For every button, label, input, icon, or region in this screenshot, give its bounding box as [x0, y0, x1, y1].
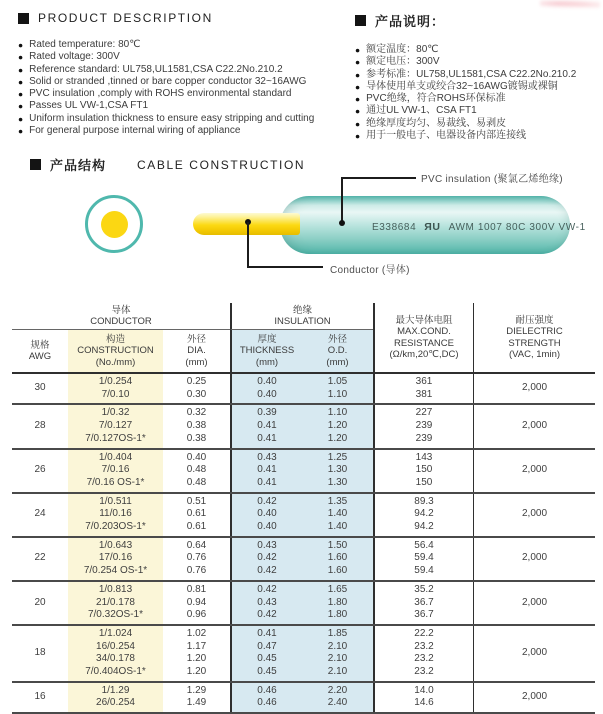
cell-value: 1.17: [186, 640, 207, 652]
cell-resistance: [373, 494, 473, 536]
bullet-icon: ●: [355, 106, 361, 117]
cell-value: 1.05: [327, 376, 348, 387]
list-item: [355, 81, 600, 93]
cell-awg: [12, 494, 68, 536]
cell-value: 0.48: [186, 476, 207, 488]
cell-value: 0.43: [257, 451, 277, 463]
cell-value: 0.42: [257, 552, 277, 564]
cell-value: 7/0.203OS-1*: [85, 521, 146, 533]
cell-value: 0.43: [257, 596, 277, 608]
bullet-icon: ●: [355, 57, 361, 68]
resistance-column-header: 最大导体电阻 MAX.COND. RESISTANCE (Ω/km,20℃,DC): [373, 303, 473, 372]
cell-value: 1.65: [327, 583, 348, 595]
product-description-cn-heading: [355, 11, 600, 30]
bullet-icon: ●: [18, 64, 24, 75]
cell-value: 2,000: [521, 420, 548, 432]
cell-value: 2,000: [521, 596, 548, 608]
cell-dielectric: [473, 494, 595, 536]
cell-value: 1.29: [186, 684, 207, 696]
list-item: [18, 39, 343, 51]
section-title: 产品说明：: [375, 14, 446, 29]
cell-value: 18: [34, 647, 46, 658]
cell-construction: [68, 374, 163, 403]
section-marker-icon: [30, 159, 41, 170]
cell-dia: [163, 582, 230, 624]
cell-value: 150: [415, 476, 433, 488]
cell-od: [302, 683, 373, 712]
table-row: [12, 450, 595, 494]
description-list-en: [18, 39, 343, 137]
conductor-core-icon: [101, 211, 128, 238]
product-description-cn-section: [355, 11, 600, 142]
cell-value: 1.20: [186, 653, 207, 665]
awm-spec-text: AWM 1007 80C 300V VW-1: [448, 221, 586, 233]
cell-value: 89.3: [414, 495, 434, 507]
description-list-cn: [355, 44, 600, 142]
cell-value: 1.35: [327, 495, 348, 507]
cell-value: 361: [415, 376, 433, 387]
cell-value: 2,000: [521, 382, 548, 394]
list-item-text: 导体使用单支或绞合32~16AWG镀锡或裸铜: [366, 80, 558, 92]
cell-construction: [68, 626, 163, 681]
cell-od: [302, 405, 373, 447]
cell-value: 0.42: [257, 565, 277, 577]
table-row: [12, 683, 595, 714]
cell-value: 2.40: [327, 697, 348, 709]
cell-value: 239: [415, 432, 433, 444]
cell-value: 0.47: [257, 640, 277, 652]
cell-value: 0.42: [257, 495, 277, 507]
cell-value: 26: [34, 464, 46, 476]
list-item-text: 额定温度：80℃: [366, 44, 439, 55]
cell-value: 1.20: [186, 666, 207, 678]
list-item-text: 额定电压：300V: [366, 56, 440, 68]
cell-resistance: [373, 683, 473, 712]
list-item: [18, 64, 343, 76]
cell-value: 0.38: [186, 420, 207, 432]
cell-awg: [12, 683, 68, 712]
list-item: [355, 69, 600, 81]
cell-value: 1/0.32: [101, 407, 130, 419]
section-marker-icon: [355, 15, 366, 26]
list-item: [355, 56, 600, 68]
cell-dielectric: [473, 626, 595, 681]
cell-resistance: [373, 374, 473, 403]
cell-value: 1.60: [327, 565, 348, 577]
cell-value: 1/0.643: [98, 539, 133, 551]
cell-resistance: [373, 450, 473, 492]
cell-value: 1.80: [327, 596, 348, 608]
cell-od: [302, 538, 373, 580]
cell-value: 34/0.178: [96, 653, 135, 665]
cell-thickness: [230, 374, 302, 403]
cell-dia: [163, 626, 230, 681]
list-item-text: Reference standard: UL758,UL1581,CSA C22.2No.210.2: [29, 63, 283, 75]
cell-value: 1.85: [327, 627, 348, 639]
list-item-text: 用于一般电子、电器设备内部连接线: [366, 130, 527, 142]
cell-value: 0.32: [186, 407, 207, 419]
table-header: [12, 303, 595, 374]
cell-value: 0.51: [186, 495, 207, 507]
bullet-icon: ●: [18, 76, 24, 87]
cable-cross-section-diagram: [85, 195, 143, 253]
cell-value: 2.10: [327, 666, 348, 678]
ul-recognized-mark-icon: ЯU: [424, 221, 441, 233]
cell-dia: [163, 374, 230, 403]
cell-value: 23.2: [414, 666, 434, 678]
table-row: [12, 538, 595, 582]
cell-value: 14.0: [414, 684, 434, 696]
cable-print-text: [372, 221, 586, 233]
insulation-pointer-dot: [339, 220, 345, 226]
cell-resistance: [373, 405, 473, 447]
cell-awg: [12, 582, 68, 624]
insulation-group-header: 绝缘 INSULATION: [230, 303, 373, 330]
cell-value: 26/0.254: [96, 697, 135, 709]
cell-value: 2,000: [521, 647, 548, 658]
cell-value: 35.2: [414, 583, 434, 595]
cell-value: 16: [34, 691, 46, 703]
cell-value: 2.10: [327, 653, 348, 665]
cell-od: [302, 374, 373, 403]
cell-construction: [68, 683, 163, 712]
cell-value: 1.40: [327, 508, 348, 520]
cell-value: 24: [34, 508, 46, 520]
product-description-section: [18, 11, 343, 137]
cell-value: 1.25: [327, 451, 348, 463]
list-item: [18, 88, 343, 100]
conductor-group-header: 导体 CONDUCTOR: [12, 303, 230, 330]
cell-value: 0.41: [257, 627, 277, 639]
cell-value: 1.49: [186, 697, 207, 709]
cell-value: 1/0.404: [98, 451, 133, 463]
cell-value: 22.2: [414, 627, 434, 639]
cell-awg: [12, 374, 68, 403]
cell-dielectric: [473, 538, 595, 580]
cell-value: 30: [34, 382, 46, 394]
cell-value: 11/0.16: [99, 508, 132, 520]
list-item-text: 通过UL VW-1、CSA FT1: [366, 105, 477, 117]
cell-value: 0.45: [257, 666, 277, 678]
bullet-icon: ●: [355, 81, 361, 92]
cell-value: 1/0.813: [98, 583, 133, 595]
list-item-text: Solid or stranded ,tinned or bare copper conductor 32~16AWG: [29, 75, 307, 87]
bullet-icon: ●: [18, 101, 24, 112]
cell-dielectric: [473, 450, 595, 492]
cell-value: 0.96: [186, 609, 207, 621]
bullet-icon: ●: [355, 94, 361, 105]
cell-thickness: [230, 683, 302, 712]
cell-value: 0.48: [186, 464, 207, 476]
table-row: [12, 582, 595, 626]
cell-value: 1/1.29: [101, 684, 130, 696]
cell-value: 94.2: [414, 508, 434, 520]
cell-value: 1.80: [327, 609, 348, 621]
bullet-icon: ●: [355, 69, 361, 80]
awg-column-header: 规格 AWG: [28, 339, 52, 362]
cell-value: 0.30: [186, 388, 207, 400]
cell-value: 94.2: [414, 521, 434, 533]
cell-dia: [163, 683, 230, 712]
cell-value: 7/0.16 OS-1*: [86, 476, 145, 488]
thickness-column-header: 厚度 THICKNESS (mm): [230, 330, 302, 372]
bullet-icon: ●: [18, 126, 24, 137]
cell-value: 1.30: [327, 476, 348, 488]
cell-thickness: [230, 582, 302, 624]
cell-value: 7/0.127: [98, 420, 133, 432]
cable-construction-heading: [30, 155, 305, 174]
list-item-text: Passes UL VW-1,CSA FT1: [29, 100, 149, 112]
cell-value: 0.40: [257, 376, 277, 387]
cell-value: 1.10: [327, 407, 348, 419]
list-item: [18, 100, 343, 112]
cell-awg: [12, 538, 68, 580]
cell-value: 0.64: [186, 539, 207, 551]
cell-value: 28: [34, 420, 46, 432]
cell-construction: [68, 405, 163, 447]
bullet-icon: ●: [18, 89, 24, 100]
cell-value: 7/0.32OS-1*: [87, 609, 144, 621]
bullet-icon: ●: [355, 118, 361, 129]
cell-value: 1.40: [327, 521, 348, 533]
cell-value: 56.4: [414, 539, 434, 551]
cell-value: 14.6: [414, 697, 434, 709]
cell-od: [302, 450, 373, 492]
cell-value: 7/0.254 OS-1*: [83, 565, 148, 577]
cell-value: 0.42: [257, 583, 277, 595]
list-item-text: For general purpose internal wiring of appliance: [29, 125, 241, 137]
cell-value: 59.4: [414, 552, 434, 564]
table-body: [12, 374, 595, 714]
cell-value: 0.94: [186, 596, 207, 608]
cell-value: 1.10: [327, 388, 348, 400]
cell-value: 0.42: [257, 609, 277, 621]
cell-value: 0.40: [257, 388, 277, 400]
cell-resistance: [373, 626, 473, 681]
cell-value: 7/0.404OS-1*: [85, 666, 146, 678]
cell-value: 2,000: [521, 464, 548, 476]
od-column-header: 外径 O.D. (mm): [302, 330, 373, 372]
cell-value: 0.38: [186, 432, 207, 444]
cell-value: 227: [415, 407, 433, 419]
cell-value: 7/0.10: [101, 388, 130, 400]
cell-value: 20: [34, 596, 46, 608]
cell-value: 2.10: [327, 640, 348, 652]
cell-dia: [163, 450, 230, 492]
list-item: [355, 118, 600, 130]
bullet-icon: ●: [355, 131, 361, 142]
cell-value: 0.61: [186, 508, 207, 520]
list-item: [355, 105, 600, 117]
cell-value: 0.40: [257, 521, 277, 533]
list-item: [355, 130, 600, 142]
cell-dielectric: [473, 374, 595, 403]
cell-value: 239: [415, 420, 433, 432]
insulation-label: PVC insulation (聚氯乙烯绝缘): [421, 174, 563, 185]
cell-value: 2,000: [521, 691, 548, 703]
cell-value: 0.61: [186, 521, 207, 533]
cell-value: 59.4: [414, 565, 434, 577]
cell-value: 0.41: [257, 432, 277, 444]
cell-value: 0.41: [257, 420, 277, 432]
product-description-heading: [18, 11, 343, 25]
cell-value: 143: [415, 451, 433, 463]
cell-value: 16/0.254: [96, 640, 135, 652]
cell-dielectric: [473, 405, 595, 447]
insulation-leader-line: [341, 177, 343, 224]
table-row: [12, 494, 595, 538]
cell-value: 1.20: [327, 432, 348, 444]
cell-od: [302, 626, 373, 681]
cell-value: 17/0.16: [98, 552, 133, 564]
list-item: [18, 113, 343, 125]
cell-resistance: [373, 582, 473, 624]
cell-value: 21/0.178: [96, 596, 135, 608]
cell-value: 0.81: [186, 583, 207, 595]
cell-value: 36.7: [414, 609, 434, 621]
cell-value: 7/0.127OS-1*: [85, 432, 146, 444]
cell-value: 1.60: [327, 552, 348, 564]
dia-column-header: 外径 DIA. (mm): [185, 333, 208, 368]
cell-value: 1.02: [186, 627, 207, 639]
cell-value: 1.30: [327, 464, 348, 476]
construction-column-header: 构造 CONSTRUCTION (No./mm): [68, 330, 163, 372]
cell-thickness: [230, 626, 302, 681]
cell-value: 23.2: [414, 640, 434, 652]
section-title: PRODUCT DESCRIPTION: [38, 11, 213, 25]
cell-value: 0.76: [186, 552, 207, 564]
cell-value: 1/1.024: [98, 627, 133, 639]
cell-value: 0.45: [257, 653, 277, 665]
cell-value: 0.40: [186, 451, 207, 463]
cell-value: 36.7: [414, 596, 434, 608]
list-item-text: PVC绝缘，符合ROHS环保标准: [366, 93, 506, 105]
section-title-en: CABLE CONSTRUCTION: [137, 157, 306, 172]
cell-value: 0.41: [257, 476, 277, 488]
ul-file-number: E338684: [372, 221, 417, 233]
list-item-text: PVC insulation ,comply with ROHS environmental standard: [29, 88, 292, 100]
list-item: [18, 76, 343, 88]
cell-value: 0.46: [257, 697, 277, 709]
cell-construction: [68, 538, 163, 580]
table-row: [12, 405, 595, 449]
cell-value: 2,000: [521, 508, 548, 520]
list-item: [18, 51, 343, 63]
conductor-label: Conductor (导体): [330, 265, 410, 276]
cropped-logo-fragment: [540, 0, 600, 8]
cell-thickness: [230, 450, 302, 492]
insulation-leader-line: [341, 177, 416, 179]
bullet-icon: ●: [18, 113, 24, 124]
list-item-text: 绝缘厚度均匀、易裁线、易剥皮: [366, 117, 507, 129]
cell-thickness: [230, 405, 302, 447]
list-item-text: Uniform insulation thickness to ensure easy stripping and cutting: [29, 112, 315, 124]
dielectric-column-header: 耐压强度 DIELECTRIC STRENGTH (VAC, 1min): [473, 303, 595, 372]
cell-value: 1.20: [327, 420, 348, 432]
cell-value: 150: [415, 464, 433, 476]
cell-value: 23.2: [414, 653, 434, 665]
cell-value: 2,000: [521, 552, 548, 564]
bullet-icon: ●: [18, 40, 24, 50]
cell-value: 7/0.16: [101, 464, 130, 476]
conductor-leader-line: [247, 222, 249, 268]
cell-value: 381: [415, 388, 433, 400]
section-marker-icon: [18, 13, 29, 24]
cell-value: 0.41: [257, 464, 277, 476]
list-item-text: Rated voltage: 300V: [29, 51, 120, 63]
cell-od: [302, 494, 373, 536]
cell-thickness: [230, 494, 302, 536]
list-item: [355, 93, 600, 105]
list-item-text: Rated temperature: 80℃: [29, 39, 141, 50]
cell-od: [302, 582, 373, 624]
cell-awg: [12, 450, 68, 492]
list-item: [355, 44, 600, 56]
cell-value: 1/0.511: [99, 495, 132, 507]
cell-value: 0.25: [186, 376, 207, 387]
cell-value: 0.46: [257, 684, 277, 696]
cell-construction: [68, 494, 163, 536]
cell-dielectric: [473, 683, 595, 712]
cell-dia: [163, 405, 230, 447]
cell-dielectric: [473, 582, 595, 624]
cell-awg: [12, 405, 68, 447]
bullet-icon: ●: [18, 52, 24, 63]
table-row: [12, 626, 595, 683]
section-title-cn: 产品结构: [50, 158, 107, 173]
cell-construction: [68, 450, 163, 492]
table-row: [12, 374, 595, 405]
list-item-text: 参考标准：UL758,UL1581,CSA C22.2No.210.2: [366, 68, 577, 80]
bullet-icon: ●: [355, 45, 361, 55]
cell-thickness: [230, 538, 302, 580]
cell-value: 1/0.254: [98, 376, 133, 387]
cell-value: 0.43: [257, 539, 277, 551]
cell-value: 22: [34, 552, 46, 564]
cell-value: 2.20: [327, 684, 348, 696]
cell-awg: [12, 626, 68, 681]
cell-dia: [163, 538, 230, 580]
specification-table: [12, 303, 595, 714]
cell-resistance: [373, 538, 473, 580]
conductor-leader-line: [247, 266, 323, 268]
cell-dia: [163, 494, 230, 536]
cell-value: 0.40: [257, 508, 277, 520]
cell-value: 0.76: [186, 565, 207, 577]
cell-value: 0.39: [257, 407, 277, 419]
cell-value: 1.50: [327, 539, 348, 551]
list-item: [18, 125, 343, 137]
cell-construction: [68, 582, 163, 624]
